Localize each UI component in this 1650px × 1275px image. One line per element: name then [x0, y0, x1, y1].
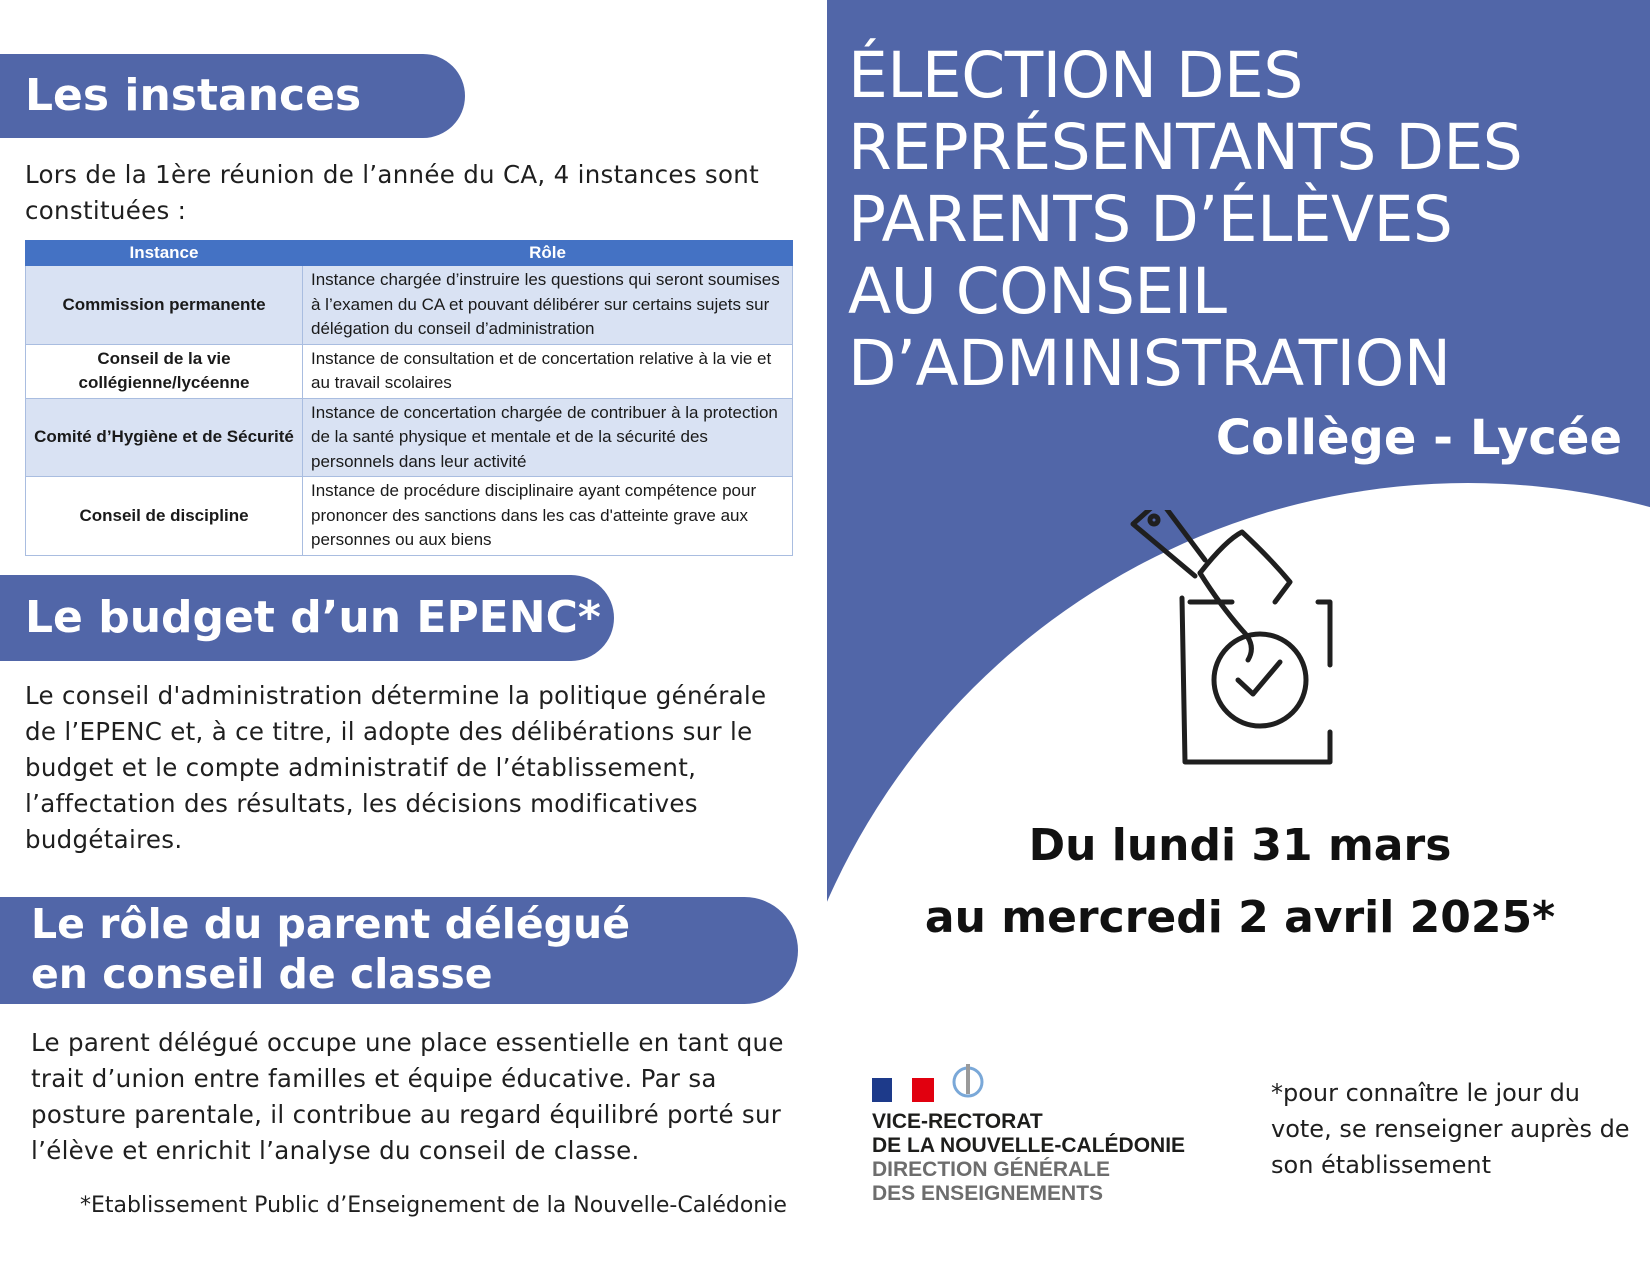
- table-header-row: [26, 241, 793, 266]
- section-heading-instances: [0, 54, 465, 138]
- logo-line4: DES ENSEIGNEMENTS: [872, 1182, 1104, 1205]
- title-line: AU CONSEIL: [848, 255, 1227, 328]
- column-header-role: Rôle: [303, 241, 793, 266]
- new-caledonia-emblem-icon: [948, 1060, 988, 1100]
- table-row: [26, 266, 793, 345]
- vice-rectorat-logo: [872, 1078, 1185, 1206]
- instance-role: Instance chargée d’instruire les questions qui seront soumises à l’examen du CA et pouvant délibérer sur certains sujets sur délégation du conseil d’administration: [303, 266, 793, 345]
- instance-role: Instance de concertation chargée de contribuer à la protection de la santé physique et mentale et de la sécurité des personnels dans leur activité: [303, 398, 793, 477]
- instances-table: [25, 240, 793, 556]
- title-line: ÉLECTION DES: [848, 39, 1303, 112]
- section-heading-parent-role: [0, 897, 798, 1004]
- column-header-instance: Instance: [26, 241, 303, 266]
- logo-line3: DIRECTION GÉNÉRALE: [872, 1158, 1111, 1181]
- dates-line2: au mercredi 2 avril 2025*: [924, 892, 1556, 943]
- table-row: [26, 398, 793, 477]
- instance-name: Conseil de discipline: [26, 477, 303, 556]
- main-title: [848, 40, 1522, 400]
- heading-text: Les instances: [25, 70, 362, 121]
- heading-line2: en conseil de classe: [31, 950, 493, 998]
- heading-line1: Le rôle du parent délégué: [31, 900, 631, 948]
- parent-role-text: Le parent délégué occupe une place essentielle en tant que trait d’union entre familles et équipe éducative. Par sa posture parentale, il contribue au regard équilibré porté sur l’élève et enrichit l’analyse du conseil de classe.: [31, 1028, 784, 1165]
- title-line: D’ADMINISTRATION: [848, 327, 1451, 400]
- title-line: REPRÉSENTANTS DES: [848, 111, 1523, 184]
- logo-line1: VICE-RECTORAT: [872, 1110, 1043, 1133]
- epenc-footnote: *Etablissement Public d’Enseignement de la Nouvelle-Calédonie: [80, 1193, 787, 1218]
- instance-name: Conseil de la vie collégienne/lycéenne: [26, 344, 303, 398]
- instances-intro: Lors de la 1ère réunion de l’année du CA, 4 instances sont constituées :: [25, 160, 760, 225]
- instance-name: Comité d’Hygiène et de Sécurité: [26, 398, 303, 477]
- section-heading-budget: [0, 575, 614, 661]
- dates-line1: Du lundi 31 mars: [1028, 820, 1452, 871]
- logo-line2: DE LA NOUVELLE-CALÉDONIE: [872, 1134, 1186, 1157]
- table-row: [26, 477, 793, 556]
- french-republic-flag-icon: [872, 1078, 934, 1102]
- instance-role: Instance de consultation et de concertation relative à la vie et au travail scolaires: [303, 344, 793, 398]
- instance-role: Instance de procédure disciplinaire ayant compétence pour prononcer des sanctions dans les cas d'atteinte grave aux personnes ou aux biens: [303, 477, 793, 556]
- vote-day-note: *pour connaître le jour du vote, se renseigner auprès de son établissement: [1271, 1079, 1630, 1179]
- budget-text: Le conseil d'administration détermine la politique générale de l’EPENC et, à ce titre, il adopte des délibérations sur le budget et le compte administratif de l’établissement, l’affectation des résultats, les décisions modificatives budgétaires.: [25, 681, 767, 854]
- subtitle: Collège - Lycée: [1215, 410, 1622, 466]
- title-line: PARENTS D’ÉLÈVES: [848, 183, 1453, 256]
- heading-text: Le budget d’un EPENC*: [25, 592, 601, 643]
- election-dates: [880, 810, 1600, 954]
- table-row: [26, 344, 793, 398]
- ballot-vote-icon: [1130, 510, 1350, 770]
- instance-name: Commission permanente: [26, 266, 303, 345]
